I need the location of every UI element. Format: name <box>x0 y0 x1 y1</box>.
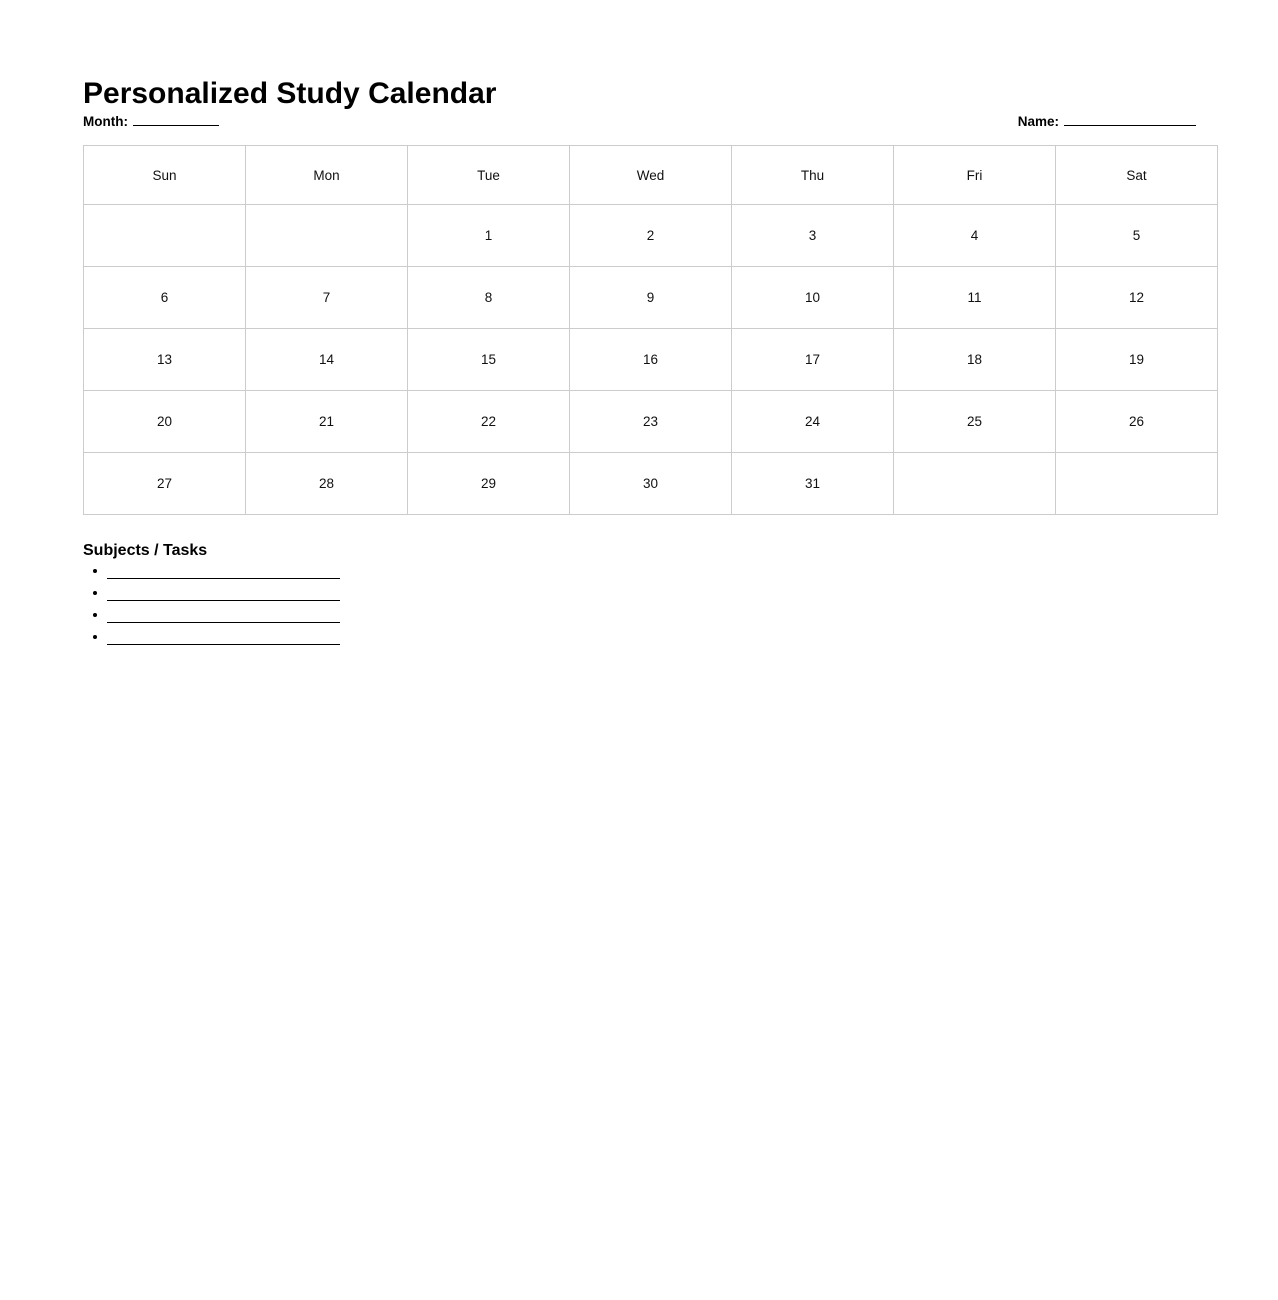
subjects-tasks-heading: Subjects / Tasks <box>83 542 208 560</box>
name-label: Name: <box>1017 114 1059 129</box>
bullet-icon <box>93 613 97 617</box>
task-input[interactable] <box>107 564 340 579</box>
calendar-week-row <box>84 205 1218 267</box>
month-input[interactable] <box>133 112 219 126</box>
day-cell[interactable]: 10 <box>732 267 894 329</box>
calendar-body <box>84 205 1218 515</box>
name-input[interactable] <box>1064 112 1196 126</box>
list-item <box>107 604 340 626</box>
day-cell[interactable]: 14 <box>246 329 408 391</box>
list-item <box>107 626 340 648</box>
day-cell[interactable] <box>246 205 408 267</box>
meta-row <box>83 112 1196 132</box>
task-input[interactable] <box>107 630 340 645</box>
calendar-week-row <box>84 329 1218 391</box>
day-cell[interactable]: 29 <box>408 453 570 515</box>
day-cell[interactable]: 13 <box>84 329 246 391</box>
calendar-table <box>83 145 1218 515</box>
day-cell[interactable]: 17 <box>732 329 894 391</box>
day-cell[interactable]: 6 <box>84 267 246 329</box>
day-cell[interactable] <box>894 453 1056 515</box>
day-cell[interactable]: 2 <box>570 205 732 267</box>
bullet-icon <box>93 569 97 573</box>
page-title: Personalized Study Calendar <box>83 77 497 111</box>
day-cell[interactable]: 9 <box>570 267 732 329</box>
bullet-icon <box>93 635 97 639</box>
day-cell[interactable] <box>1056 453 1218 515</box>
day-cell[interactable]: 28 <box>246 453 408 515</box>
calendar-week-row <box>84 391 1218 453</box>
month-label: Month: <box>83 114 128 129</box>
calendar-week-row <box>84 453 1218 515</box>
day-cell[interactable]: 3 <box>732 205 894 267</box>
day-cell[interactable]: 31 <box>732 453 894 515</box>
day-cell[interactable]: 18 <box>894 329 1056 391</box>
task-input[interactable] <box>107 608 340 623</box>
day-cell[interactable]: 5 <box>1056 205 1218 267</box>
day-cell[interactable]: 4 <box>894 205 1056 267</box>
weekday-header-wed: Wed <box>570 146 732 205</box>
weekday-header-sun: Sun <box>84 146 246 205</box>
day-cell[interactable]: 23 <box>570 391 732 453</box>
day-cell[interactable]: 20 <box>84 391 246 453</box>
day-cell[interactable]: 19 <box>1056 329 1218 391</box>
weekday-header-fri: Fri <box>894 146 1056 205</box>
day-cell[interactable] <box>84 205 246 267</box>
day-cell[interactable]: 24 <box>732 391 894 453</box>
day-cell[interactable]: 22 <box>408 391 570 453</box>
day-cell[interactable]: 8 <box>408 267 570 329</box>
day-cell[interactable]: 30 <box>570 453 732 515</box>
day-cell[interactable]: 16 <box>570 329 732 391</box>
weekday-header-sat: Sat <box>1056 146 1218 205</box>
name-field <box>1018 112 1196 131</box>
day-cell[interactable]: 21 <box>246 391 408 453</box>
calendar-header <box>84 146 1218 205</box>
day-cell[interactable]: 15 <box>408 329 570 391</box>
list-item <box>107 560 340 582</box>
day-cell[interactable]: 7 <box>246 267 408 329</box>
bullet-icon <box>93 591 97 595</box>
day-cell[interactable]: 25 <box>894 391 1056 453</box>
list-item <box>107 582 340 604</box>
month-field <box>83 112 219 131</box>
weekday-header-row <box>84 146 1218 205</box>
weekday-header-tue: Tue <box>408 146 570 205</box>
subjects-tasks-list <box>83 560 340 648</box>
weekday-header-mon: Mon <box>246 146 408 205</box>
day-cell[interactable]: 27 <box>84 453 246 515</box>
day-cell[interactable]: 12 <box>1056 267 1218 329</box>
calendar-week-row <box>84 267 1218 329</box>
day-cell[interactable]: 11 <box>894 267 1056 329</box>
day-cell[interactable]: 26 <box>1056 391 1218 453</box>
weekday-header-thu: Thu <box>732 146 894 205</box>
task-input[interactable] <box>107 586 340 601</box>
day-cell[interactable]: 1 <box>408 205 570 267</box>
